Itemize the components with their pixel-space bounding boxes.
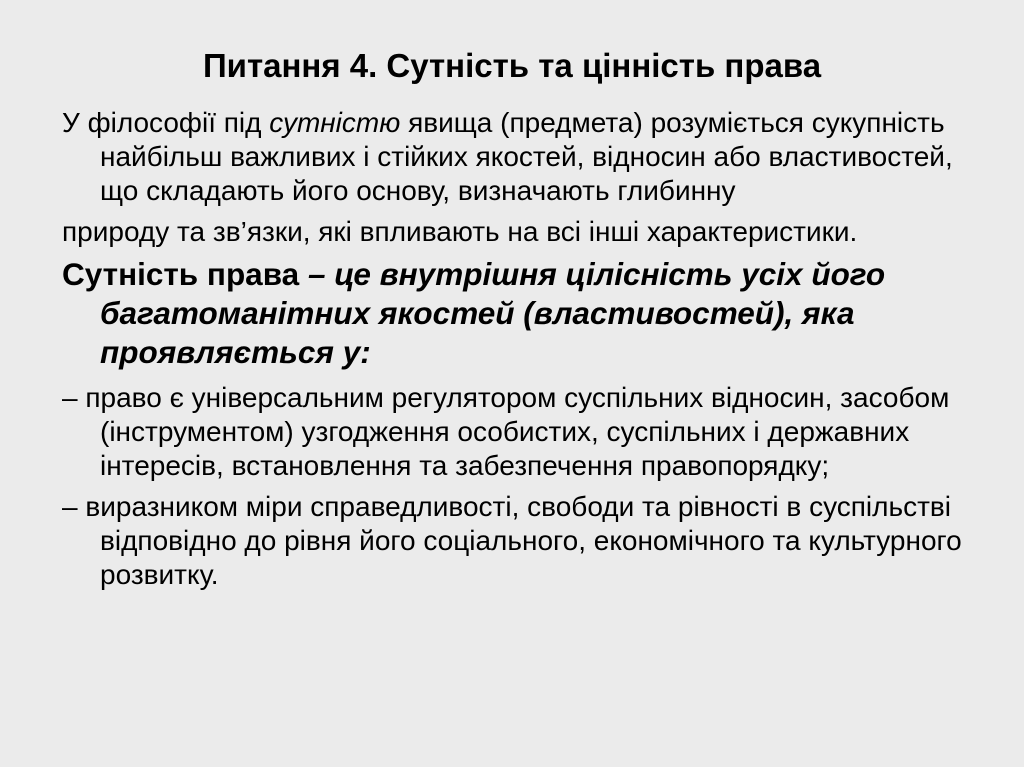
paragraph-nature-links: природу та зв’язки, які впливають на всі інші характеристики. bbox=[62, 216, 858, 247]
defined-term: Сутність права bbox=[62, 256, 300, 292]
list-item-measure-of-justice: – виразником міри справедливості, свободи та рівності в суспільстві відповідно до рівня його соціального, економічного та культурного розвитку. bbox=[62, 491, 962, 590]
slide-title: Питання 4. Сутність та цінність права bbox=[202, 47, 822, 84]
paragraph-text: явища (предмета) розуміється сукупність найбільш важливих і стійких якостей, відносин або властивостей, що складають його основу, визначають глибинну bbox=[100, 107, 953, 206]
paragraph-essence-philosophy bbox=[62, 106, 992, 208]
slide-body bbox=[62, 106, 992, 592]
paragraph-text: У філософії під bbox=[62, 107, 270, 138]
definition-text: – це внутрішня цілісність усіх його багатоманітних якостей (властивостей), яка проявляється у: bbox=[100, 256, 886, 370]
list-item-universal-regulator: – право є універсальним регулятором суспільних відносин, засобом (інструментом) узгодження особистих, суспільних і державних інтересів, встановлення та забезпечення правопорядку; bbox=[62, 382, 950, 481]
emphasized-term: сутністю bbox=[269, 107, 401, 138]
paragraph-essence-of-law bbox=[62, 255, 992, 372]
